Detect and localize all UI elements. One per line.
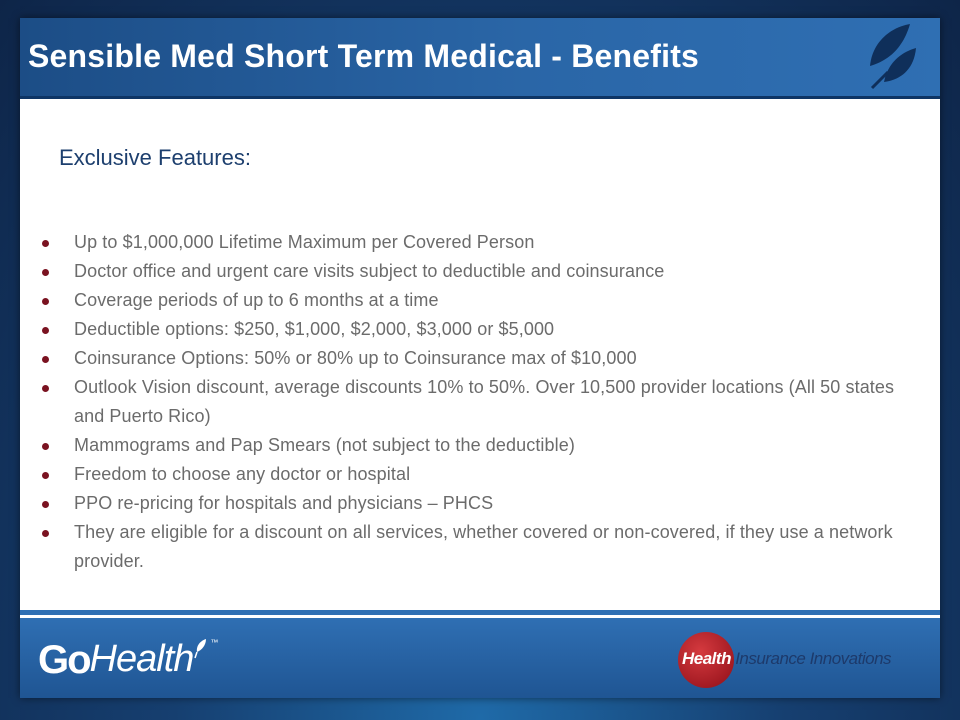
list-item-text: Up to $1,000,000 Lifetime Maximum per Covered Person: [74, 232, 535, 252]
list-item-text: PPO re-pricing for hospitals and physicians – PHCS: [74, 493, 494, 513]
bullet-icon: [42, 327, 49, 334]
bullet-icon: [42, 269, 49, 276]
hii-logo-rest: Insurance Innovations: [730, 649, 892, 668]
list-item-text: Doctor office and urgent care visits subject to deductible and coinsurance: [74, 261, 665, 281]
list-item: [38, 228, 918, 257]
section-heading: Exclusive Features:: [59, 145, 251, 170]
bullet-icon: [42, 530, 49, 537]
list-item-text: They are eligible for a discount on all services, whether covered or non-covered, if they use a network provider.: [74, 522, 893, 571]
leaf-logo-icon: [858, 22, 938, 94]
slide-title: Sensible Med Short Term Medical - Benefits: [28, 38, 700, 74]
list-item: [38, 431, 918, 460]
list-item-text: Deductible options: $250, $1,000, $2,000, $3,000 or $5,000: [74, 319, 555, 339]
gohealth-logo-go: Go: [38, 638, 90, 682]
bullet-icon: [42, 472, 49, 479]
feature-list: [38, 228, 918, 576]
hii-logo-text: [682, 649, 891, 669]
bullet-icon: [42, 298, 49, 305]
list-item: [38, 257, 918, 286]
list-item: [38, 373, 918, 431]
bullet-icon: [42, 443, 49, 450]
bullet-icon: [42, 501, 49, 508]
list-item: [38, 344, 918, 373]
list-item: [38, 518, 918, 576]
hii-logo: [678, 632, 928, 688]
trademark-symbol: ™: [210, 638, 219, 647]
gohealth-leaf-icon: [194, 638, 208, 660]
slide-footer: [20, 618, 940, 698]
list-item-text: Outlook Vision discount, average discounts 10% to 50%. Over 10,500 provider locations (All 50 states and Puerto Rico): [74, 377, 895, 426]
gohealth-logo-health: Health: [89, 638, 194, 680]
list-item: [38, 489, 918, 518]
list-item: [38, 286, 918, 315]
bullet-icon: [42, 240, 49, 247]
hii-logo-health: Health: [682, 649, 731, 668]
list-item-text: Coinsurance Options: 50% or 80% up to Coinsurance max of $10,000: [74, 348, 637, 368]
list-item: [38, 460, 918, 489]
list-item-text: Mammograms and Pap Smears (not subject to the deductible): [74, 435, 575, 455]
list-item: [38, 315, 918, 344]
slide: [20, 18, 940, 698]
gohealth-logo: [38, 638, 219, 682]
slide-header: [20, 18, 940, 99]
bullet-icon: [42, 356, 49, 363]
list-item-text: Freedom to choose any doctor or hospital: [74, 464, 411, 484]
list-item-text: Coverage periods of up to 6 months at a time: [74, 290, 439, 310]
bullet-icon: [42, 385, 49, 392]
footer-divider: [20, 610, 940, 615]
